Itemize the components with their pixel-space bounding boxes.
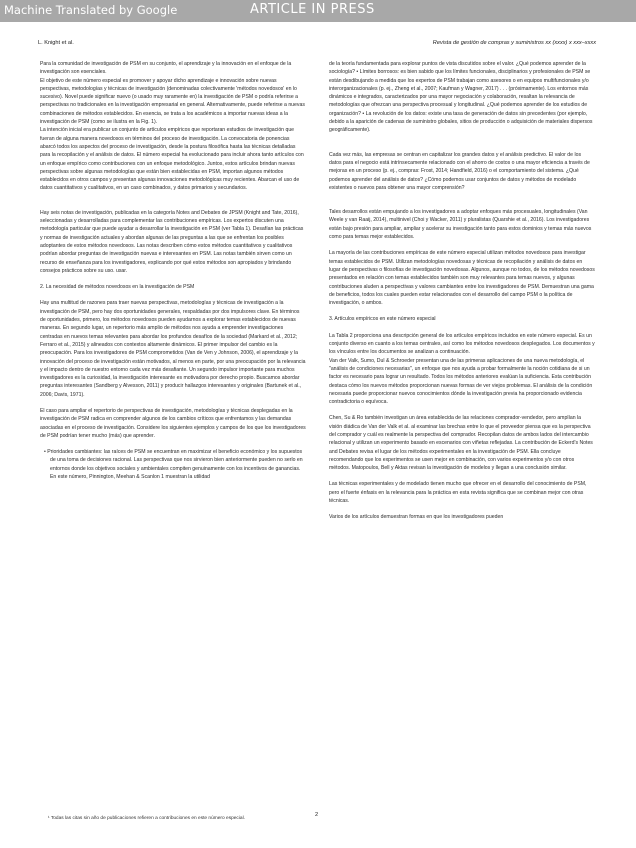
paragraph: El caso para ampliar el repertorio de perspectivas de investigación, metodologías y técnicas desplegadas en la investigación de PSM radica en comprender algunos de los cambios críticos que enfrentamos y las demandas asociadas en el proceso de investigación. Considere los siguientes ejemplos y campos de los que los investigadores de PSM podrían tener mucho (más) que aprender.	[40, 407, 306, 439]
paragraph: Para la comunidad de investigación de PSM en su conjunto, el aprendizaje y la innovación en el enfoque de la investigación son esenciales.	[40, 61, 292, 76]
paragraph: La mayoría de las contribuciones empíricas de este número especial utilizan métodos novedosos para investigar temas establecidos de PSM. Utilizan metodologías novedosas y técnicas de recopilación y análisis de datos en lugar de perspectivas o filosofías de investigación novedosas. Algunos, aunque no todos, de los métodos novedosos presentados en relación con temas establecidos también son muy relevantes para temas nuevos, y algunas contribuciones aluden a perspectivas y valores cambiantes entre los investigadores de PSM. Demuestran una gama de beneficios, todos los cuales pueden estar relacionados con el desarrollo del campo PSM o la política de investigación, o ambos.	[329, 250, 595, 307]
translation-banner	[0, 0, 636, 22]
article-in-press-label: ARTICLE IN PRESS	[250, 2, 375, 17]
paragraph: La intención inicial era publicar un conjunto de artículos empíricos que reportaran estudios de investigación que fueran de alguna manera novedosos en términos del proceso de investigación. La convocatoria de ponencias abarcó todos los aspectos del proceso de investigación, desde la postura filosófica hasta las técnicas detalladas para la recopilación y el análisis de datos. El número especial ha evolucionado para incluir ahora tanto artículos con un enfoque empírico como contribuciones con un enfoque metodológico. Juntos, estos artículos brindan nuevas perspectivas sobre algunas metodologías que están bien establecidas en PSM, importan algunos métodos establecidos en otros campos y presentan algunas innovaciones metodológicas muy recientes. Abarcan el uso de datos cuantitativos y cualitativos, en un caso combinados, y datos primarios y secundarios.	[40, 127, 304, 192]
paragraph: Las técnicas experimentales y de modelado tienen mucho que ofrecer en el desarrollo del conocimiento de PSM, pero el fuerte énfasis en la relevancia para la práctica en esta revista significa que se combinan mejor con otras técnicas.	[329, 481, 587, 505]
paragraph: Hay seis notas de investigación, publicadas en la categoría Notes and Debates de JPSM (Knight and Tate, 2016), seleccionadas y desarrolladas para complementar las contribuciones empíricas. Los expertos discuten una metodología particular que puede ayudar a desarrollar la investigación en PSM (ver Tabla 1). Desafían las prácticas y normas de investigación actuales y abordan algunas de las preguntas a las que se enfrentan los posibles adoptantes de estos métodos novedosos. Las notas describen cómo estos métodos cuantitativos y cualitativos podrían abordar preguntas de investigación nuevas e interesantes en PSM. Las notas también sirven como un recurso de enseñanza para los investigadores, explicando por qué estos métodos son apropiados y brindando consejos prácticos sobre su uso. usar.	[40, 209, 304, 274]
running-header-journal: Revista de gestión de compras y suministros xx (xxxx) x xxx–xxxx	[432, 40, 596, 46]
paragraph: Cada vez más, las empresas se centran en capitalizar los grandes datos y el análisis predictivo. El valor de los datos para el negocio está intrínsecamente relacionado con el ahorro de costos o una mayor eficiencia a través de mejoras en un proceso (p. ej., compras: Frost, 2014; Handfield, 2016) o el comportamiento del sistema. ¿Qué podemos aprender del análisis de datos? ¿Cómo podemos usar conjuntos de datos y métodos de modelado existentes o nuevos para obtener una mayor comprensión?	[329, 151, 590, 191]
paragraph: La Tabla 2 proporciona una descripción general de los artículos empíricos incluidos en este número especial. Es un conjunto diverso en cuanto a los temas centrales, así como los métodos novedosos desplegados. Los documentos y los vínculos entre los documentos se analizan a continuación.	[329, 332, 595, 356]
bullet-item: • Prioridades cambiantes: las raíces de PSM se encuentran en maximizar el beneficio económico y los supuestos de una toma de decisiones racional. Las perspectivas que nos sirvieron bien anteriormente pueden no serlo en entornos donde los objetivos sociales y ambientales compiten genuinamente con los incentivos de ganancias. En este número, Pinnington, Meehan & Scanlon 1 muestran la utilidad	[44, 449, 303, 481]
paragraph: de la teoría fundamentada para explorar puntos de vista discutidos sobre el valor. ¿Qué podemos aprender de la sociología? • Límites borrosos: es bien sabido que los límites funcionales, disciplinarios y profesionales de PSM se están desdibujando a medida que los expertos de PSM trabajan como asesores o en equipos multifuncionales y/o interorganizacionales (p. ej., Zheng et al., 2007; Kaufman y Wagner, 2017) . . . (próximamente). Los entornos más dinámicos e integrados, caracterizados por una mayor negociación y colaboración, resaltan la relevancia de metodologías que ofrezcan una perspectiva procesual y longitudinal. ¿Qué podemos aprender de los estudios de organización? • La revolución de los datos: existe una tasa de generación de datos sin precedentes (por ejemplo, debido a la aparición de cadenas de suministro globales, sitios de producción o adquisición de materiales dispersos geográficamente).	[329, 61, 593, 134]
page-number: 2	[315, 812, 319, 818]
section-heading-2: 2. La necesidad de métodos novedosos en la investigación de PSM	[40, 284, 195, 291]
paragraph: El objetivo de este número especial es promover y apoyar dicho aprendizaje e innovación sobre nuevas perspectivas, metodologías y técnicas de investigación (denominadas colectivamente 'métodos novedosos' en lo sucesivo). Novel puede significar nuevo (o usado muy raramente en) la investigación de PSM o podría referirse a perspectivas no tradicionales en la investigación empresarial en general. Alternativamente, puede referirse a nuevas combinaciones de métodos establecidos. En esencia, se trata a los académicos a importar nuevas ideas a la investigación de PSM (como se ilustra en la Fig. 1).	[40, 77, 305, 126]
paragraph: Chen, Su & Ro también investigan un área establecida de las relaciones comprador-vendedor, pero amplían la visión diádica de Van der Valk et al. al examinar las brechas entre lo que el proveedor piensa que es la perspectiva del comprador y cuál es realmente la perspectiva del comprador. Recopilan datos de ambos lados del intercambio relacional y utilizan un experimento basado en escenarios con viñetas reflejadas. La contribución de Eckerd's Notes and Debates revisa el lugar de los métodos experimentales en la investigación de PSM. Ella concluye recomendando que los experimentos se usen mejor en combinación, con varios experimentos y/o con otros métodos. Matopoulos, Bell y Aktas revisan la investigación de modelos y llegan a una conclusión similar.	[329, 415, 593, 472]
section-heading-3: 3. Artículos empíricos en este número especial	[329, 316, 436, 323]
paragraph: Hay una multitud de razones para traer nuevas perspectivas, metodologías y técnicas de investigación a la investigación de PSM, pero hay dos oportunidades generales, respaldadas por dos impulsores clave. En términos de oportunidades, primero, los métodos novedosos pueden ayudarnos a explorar temas establecidos de nuevas maneras. En segundo lugar, un repertorio más amplio de métodos nos ayuda a emprender investigaciones centradas en nuevos temas relevantes para abordar los profundos desafíos de la sociedad (Markard et al., 2012; Ferraro et al., 2015) y alineados con contextos altamente dinámicos. El primer impulsor del cambio es la preocupación. Para los investigadores de PSM comprometidos (Van de Ven y Johnson, 2006), el aprendizaje y la innovación del proceso de investigación están motivados, al menos en parte, por una preocupación por la relevancia y el impacto dentro de nuestro entorno cada vez más desafiante. Un segundo impulsor importante para muchos investigadores es la curiosidad, la investigación interesante es motivadora por derecho propio. Buscamos abordar preguntas interesantes (Sandberg y Alvesson, 2011) y producir hallazgos interesantes y originales (Bartunek et al., 2006; Davis, 1971).	[40, 300, 306, 398]
paragraph: Tales desarrollos están empujando a los investigadores a adoptar enfoques más procesuales, longitudinales (Van Weele y van Raaij, 2014), multinivel (Choi y Wacker, 2011) y pluralistas (Quarshie et al., 2016). Los investigadores están bajo presión para ampliar, ampliar y acelerar su investigación tanto para estos dominios y temas más nuevos como para temas mejor establecidos.	[329, 209, 592, 241]
paragraph: Van der Valk, Sumo, Dul & Schroeder presentan una de las primeras aplicaciones de una nueva metodología, el "análisis de condiciones necesarias", un enfoque que nos ayuda a probar formalmente la noción cotidiana de si un factor es necesario para lograr un resultado. Todos los métodos anteriores evalúan la suficiencia. Esta contribución destaca cómo los nuevos métodos proporcionan nuevas formas de ver viejos problemas. El análisis de la condición necesaria puede proporcionar nuevos conocimientos dónde la investigación previa ha proporcionado evidencia contradictoria o equívoca.	[329, 357, 593, 406]
running-header-authors: L. Knight et al.	[38, 40, 74, 46]
paragraph: Varios de los artículos demuestran formas en que los investigadores pueden	[329, 514, 504, 521]
right-column	[329, 60, 595, 522]
machine-translated-label: Machine Translated by Google	[4, 3, 178, 17]
left-column	[40, 60, 306, 481]
footnote: ¹ Todas las citas sin año de publicaciones refieren a contribuciones en este número especial.	[48, 816, 245, 821]
